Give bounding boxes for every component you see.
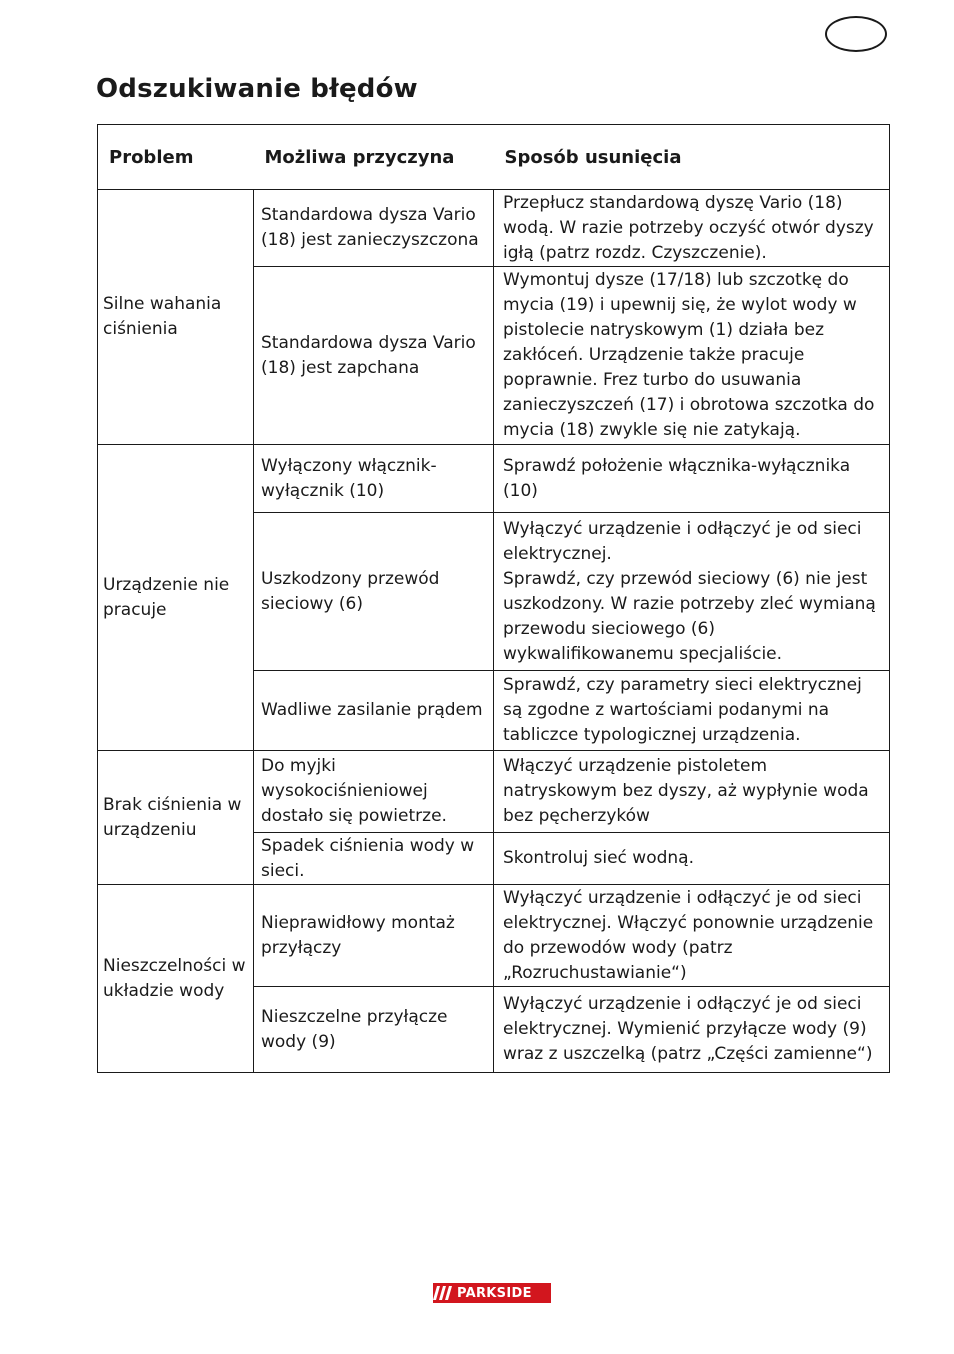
table-row bbox=[98, 885, 890, 987]
cause-cell: Uszkodzony przewód sieciowy (6) bbox=[254, 513, 494, 671]
column-header-problem: Problem bbox=[98, 125, 254, 190]
table-row bbox=[98, 190, 890, 267]
cause-cell: Standardowa dysza Vario (18) jest zanieczyszczona bbox=[254, 190, 494, 267]
cause-cell: Do myjki wysokociśnieniowej dostało się powietrze. bbox=[254, 751, 494, 833]
cause-cell: Spadek ciśnienia wody w sieci. bbox=[254, 833, 494, 885]
country-code-badge bbox=[825, 16, 887, 52]
remedy-cell: Wyłączyć urządzenie i odłączyć je od sieci elektrycznej. Sprawdź, czy przewód sieciowy (6) nie jest uszkodzony. W razie potrzeby zleć wymianą przewodu sieciowego (6) wykwalifikowanemu specjaliście. bbox=[494, 513, 890, 671]
column-header-remedy: Sposób usunięcia bbox=[494, 125, 890, 190]
table-row bbox=[98, 751, 890, 833]
table-row bbox=[98, 445, 890, 513]
remedy-cell: Wymontuj dysze (17/18) lub szczotkę do mycia (19) i upewnij się, że wylot wody w pistolecie natryskowym (1) działa bez zakłóceń. Urządzenie także pracuje poprawnie. Frez turbo do usuwania zanieczyszczeń (17) i obrotowa szczotka do mycia (18) zwykle się nie zatykają. bbox=[494, 267, 890, 445]
remedy-cell: Sprawdź położenie włącznika-wyłącznika (10) bbox=[494, 445, 890, 513]
problem-cell: Urządzenie nie pracuje bbox=[98, 445, 254, 751]
remedy-cell: Skontroluj sieć wodną. bbox=[494, 833, 890, 885]
table-header-row bbox=[98, 125, 890, 190]
cause-cell: Nieprawidłowy montaż przyłączy bbox=[254, 885, 494, 987]
problem-cell: Brak ciśnienia w urządzeniu bbox=[98, 751, 254, 885]
cause-cell: Nieszczelne przyłącze wody (9) bbox=[254, 987, 494, 1073]
remedy-cell: Włączyć urządzenie pistoletem natryskowym bez dyszy, aż wypłynie woda bez pęcherzyków bbox=[494, 751, 890, 833]
remedy-cell: Przepłucz standardową dyszę Vario (18) wodą. W razie potrzeby oczyść otwór dyszy igłą (patrz rozdz. Czyszczenie). bbox=[494, 190, 890, 267]
parkside-logo bbox=[433, 1283, 551, 1303]
logo-stripes-icon bbox=[433, 1283, 455, 1303]
cause-cell: Standardowa dysza Vario (18) jest zapchana bbox=[254, 267, 494, 445]
cause-cell: Wadliwe zasilanie prądem bbox=[254, 671, 494, 751]
problem-cell: Nieszczelności w układzie wody bbox=[98, 885, 254, 1073]
problem-cell: Silne wahania ciśnienia bbox=[98, 190, 254, 445]
troubleshooting-table bbox=[97, 124, 890, 1073]
column-header-cause: Możliwa przyczyna bbox=[254, 125, 494, 190]
brand-name: PARKSIDE bbox=[457, 1285, 532, 1301]
page-title: Odszukiwanie błędów bbox=[96, 74, 418, 104]
cause-cell: Wyłączony włącznik-wyłącznik (10) bbox=[254, 445, 494, 513]
remedy-cell: Sprawdź, czy parametry sieci elektrycznej są zgodne z wartościami podanymi na tabliczce typologicznej urządzenia. bbox=[494, 671, 890, 751]
remedy-cell: Wyłączyć urządzenie i odłączyć je od sieci elektrycznej. Wymienić przyłącze wody (9) wraz z uszczelką (patrz „Części zamienne“) bbox=[494, 987, 890, 1073]
remedy-cell: Wyłączyć urządzenie i odłączyć je od sieci elektrycznej. Włączyć ponownie urządzenie do przewodów wody (patrz „Rozruchustawianie“) bbox=[494, 885, 890, 987]
